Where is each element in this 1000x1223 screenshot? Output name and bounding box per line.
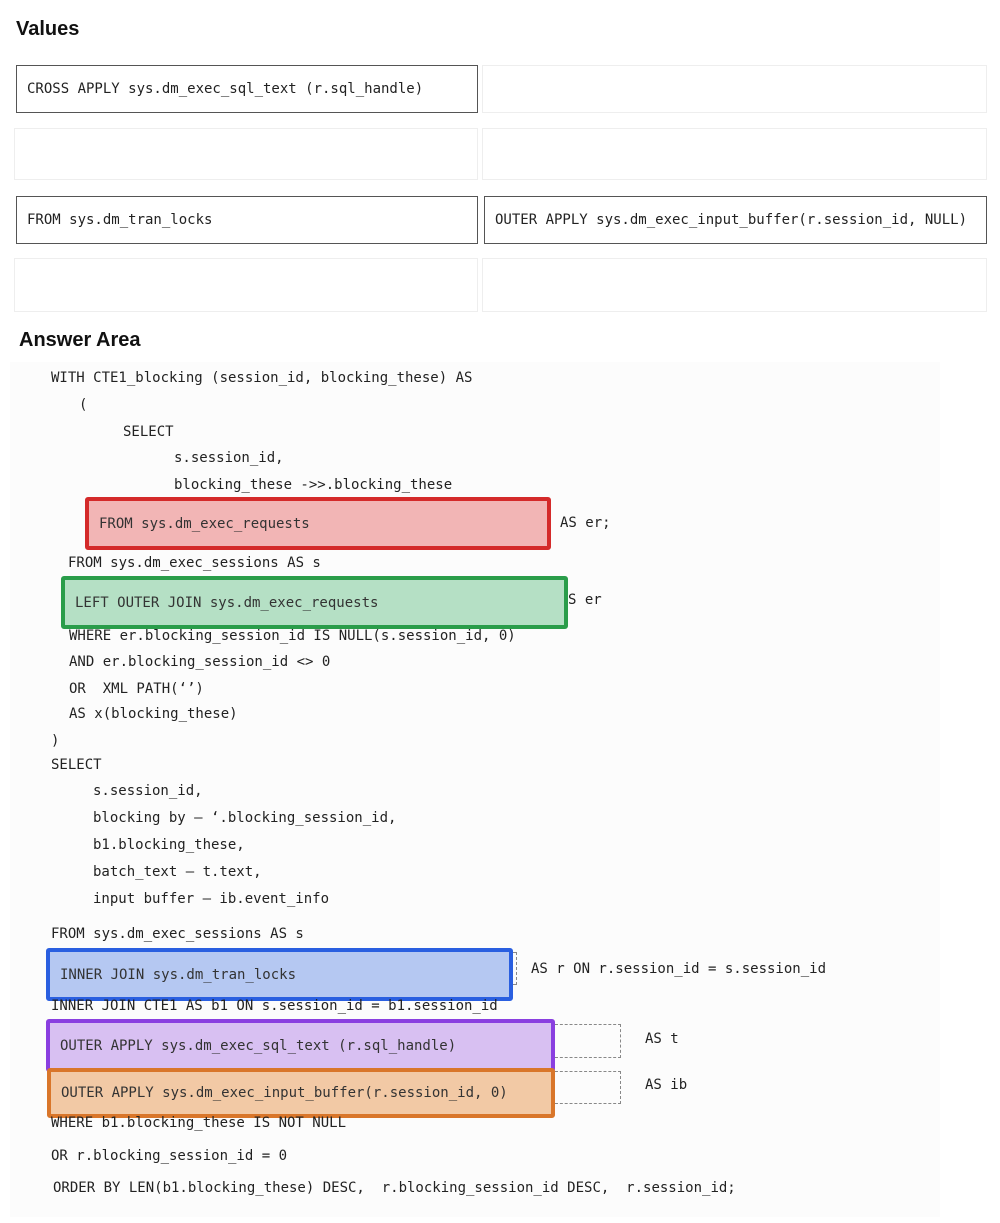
code-line: S er <box>568 592 602 608</box>
value-option-from-tran-locks[interactable]: FROM sys.dm_tran_locks <box>16 196 478 244</box>
code-line: WHERE b1.blocking_these IS NOT NULL <box>51 1115 347 1131</box>
code-line: SELECT <box>51 757 102 773</box>
answer-slot-5[interactable]: OUTER APPLY sys.dm_exec_input_buffer(r.session_id, 0) <box>47 1068 555 1118</box>
code-line: AS er; <box>560 515 611 531</box>
value-slot-empty <box>482 65 987 113</box>
code-line: SELECT <box>123 424 174 440</box>
code-line: FROM sys.dm_exec_sessions AS s <box>68 555 321 571</box>
drop-zone-outline <box>513 952 517 985</box>
value-slot-empty <box>482 128 987 180</box>
answer-slot-3[interactable]: INNER JOIN sys.dm_tran_locks <box>46 948 513 1001</box>
code-line: b1.blocking_these, <box>93 837 245 853</box>
value-slot-empty <box>482 258 987 312</box>
answer-area-heading: Answer Area <box>19 329 141 351</box>
value-slot-empty <box>14 128 478 180</box>
code-line: ( <box>79 397 88 413</box>
code-line: s.session_id, <box>174 450 284 466</box>
code-line: OR r.blocking_session_id = 0 <box>51 1148 288 1164</box>
code-line: AS r ON r.session_id = s.session_id <box>531 961 827 977</box>
code-line: FROM sys.dm_exec_sessions AS s <box>51 926 304 942</box>
value-option-outer-apply-input-buffer[interactable]: OUTER APPLY sys.dm_exec_input_buffer(r.session_id, NULL) <box>484 196 987 244</box>
code-line: AS t <box>645 1031 679 1047</box>
code-line: AS x(blocking_these) <box>69 706 238 722</box>
code-line: AS ib <box>645 1077 688 1093</box>
answer-slot-2[interactable]: LEFT OUTER JOIN sys.dm_exec_requests <box>61 576 568 629</box>
code-line: input buffer – ib.event_info <box>93 891 330 907</box>
code-line: INNER JOIN CTE1 AS b1 ON s.session_id = b1.session_id <box>51 998 498 1014</box>
code-line: ) <box>51 733 60 749</box>
code-line: blocking by – ‘.blocking_session_id, <box>93 810 397 826</box>
code-line: AND er.blocking_session_id <> 0 <box>69 654 331 670</box>
value-option-cross-apply-sql-text[interactable]: CROSS APPLY sys.dm_exec_sql_text (r.sql_handle) <box>16 65 478 113</box>
code-line: WHERE er.blocking_session_id IS NULL(s.session_id, 0) <box>69 628 516 644</box>
values-heading: Values <box>16 18 80 40</box>
code-line: batch_text – t.text, <box>93 864 262 880</box>
code-line: WITH CTE1_blocking (session_id, blocking_these) AS <box>51 370 473 386</box>
code-line: blocking_these ->>.blocking_these <box>174 477 453 493</box>
value-slot-empty <box>14 258 478 312</box>
code-line: OR XML PATH(‘’) <box>69 681 204 697</box>
code-line: ORDER BY LEN(b1.blocking_these) DESC, r.blocking_session_id DESC, r.session_id; <box>53 1180 736 1196</box>
answer-slot-4[interactable]: OUTER APPLY sys.dm_exec_sql_text (r.sql_handle) <box>46 1019 555 1072</box>
answer-slot-1[interactable]: FROM sys.dm_exec_requests <box>85 497 551 550</box>
drop-zone-outline <box>555 1071 621 1104</box>
drop-zone-outline <box>555 1024 621 1058</box>
code-line: s.session_id, <box>93 783 203 799</box>
